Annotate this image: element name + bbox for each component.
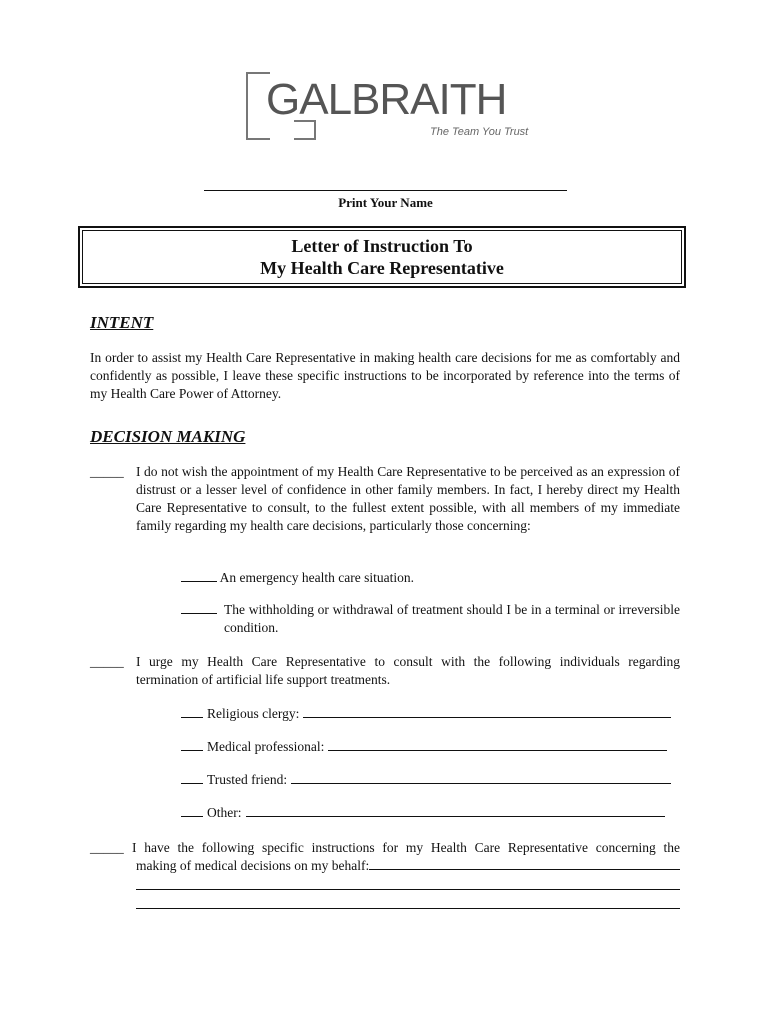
item1-sub1-text: An emergency health care situation. <box>219 570 414 585</box>
intent-paragraph: In order to assist my Health Care Representative in making health care decisions for me as comfortably and confidently as possible, I leave these specific instructions to be incorporated by reference into the terms of my Health Care Power of Attorney. <box>90 350 680 401</box>
document-title <box>82 230 682 284</box>
other-row <box>181 804 665 822</box>
other-check-blank[interactable] <box>181 804 203 817</box>
company-logo <box>246 72 536 142</box>
item3-text: I have the following specific instructions for my Health Care Representative concerning the <box>132 840 680 855</box>
item3-input-line-3[interactable] <box>136 908 680 909</box>
medical-check-blank[interactable] <box>181 738 203 751</box>
item3-input-line-1[interactable] <box>369 857 680 870</box>
title-line-2: My Health Care Representative <box>260 258 504 278</box>
item1-sub2-label: The withholding or withdrawal of treatment should I be in a terminal or irreversible condition. <box>224 602 680 635</box>
item2-checkbox-blank[interactable]: _____ <box>90 654 124 669</box>
friend-input-line[interactable] <box>291 771 671 784</box>
item1-sub1-row <box>181 569 414 587</box>
friend-row <box>181 771 671 789</box>
medical-label: Medical professional: <box>207 739 325 754</box>
other-label: Other: <box>207 805 242 820</box>
item1-sub1-blank[interactable] <box>181 569 217 582</box>
name-field-label: Print Your Name <box>338 195 433 210</box>
document-title-box <box>78 226 686 288</box>
medical-input-line[interactable] <box>328 738 667 751</box>
item1-text: I do not wish the appointment of my Health Care Representative to be perceived as an expression of distrust or a lesser level of confidence in other family members. In fact, I hereby direct my Health Care Representative to consult, to the fullest extent possible, with all members of my immediate family regarding my health care decisions, particularly those concerning: <box>136 464 680 533</box>
title-line-1: Letter of Instruction To <box>291 236 473 256</box>
item3-input-line-2[interactable] <box>136 889 680 890</box>
item3-text2: making of medical decisions on my behalf: <box>136 858 370 873</box>
clergy-label: Religious clergy: <box>207 706 300 721</box>
item1-checkbox-blank[interactable]: _____ <box>90 464 124 479</box>
clergy-input-line[interactable] <box>303 705 671 718</box>
clergy-check-blank[interactable] <box>181 705 203 718</box>
intent-heading: INTENT <box>90 313 154 332</box>
item1-sub2-blank-wrap <box>181 601 217 619</box>
item1-sub2-text <box>224 601 680 637</box>
other-input-line[interactable] <box>246 804 666 817</box>
item3-line2 <box>136 857 680 875</box>
name-signature-line[interactable] <box>204 190 567 191</box>
item2-text: I urge my Health Care Representative to consult with the following individuals regarding termination of artificial life support treatments. <box>136 654 680 687</box>
item1-sub2-blank[interactable] <box>181 601 217 614</box>
friend-check-blank[interactable] <box>181 771 203 784</box>
clergy-row <box>181 705 671 723</box>
friend-label: Trusted friend: <box>207 772 288 787</box>
decision-making-heading: DECISION MAKING <box>90 427 246 446</box>
item3-checkbox-blank[interactable]: _____ <box>90 840 124 855</box>
logo-tagline: The Team You Trust <box>430 126 529 138</box>
medical-row <box>181 738 667 756</box>
logo-brand: GALBRAITH <box>266 75 507 124</box>
